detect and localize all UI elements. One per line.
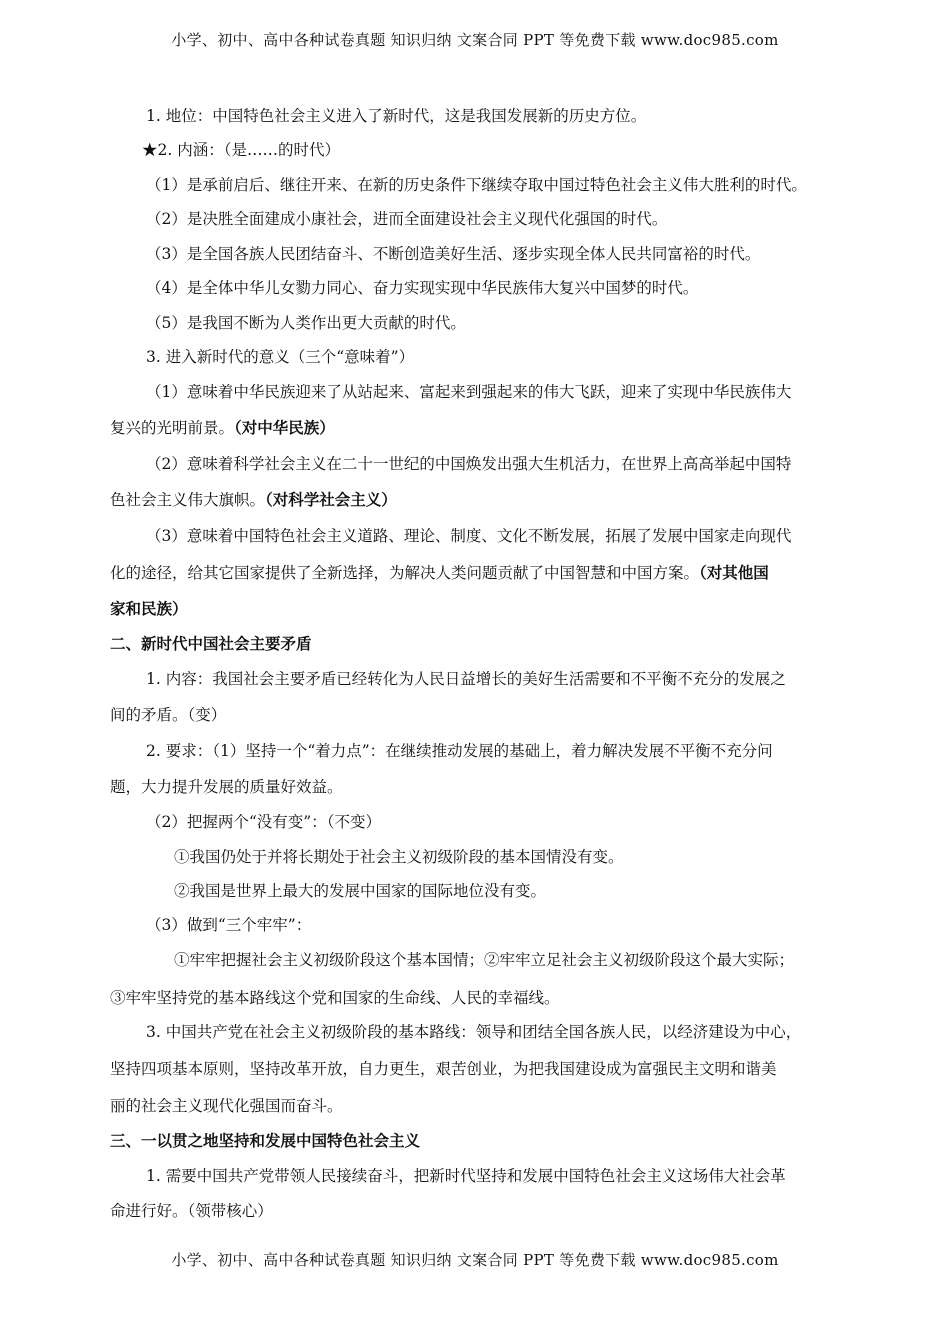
text-line: [110, 418, 855, 438]
text-line: ①我国仍处于并将长期处于社会主义初级阶段的基本国情没有变。: [174, 848, 624, 866]
text-line: （1）是承前启后、继往开来、在新的历史条件下继续夺取中国过特色社会主义伟大胜利的时代。: [146, 176, 807, 194]
page-footer: 小学、初中、高中各种试卷真题 知识归纳 文案合同 PPT 等免费下载 www.doc985.com: [171, 1251, 779, 1269]
text-line: ③牢牢坚持党的基本路线这个党和国家的生命线、人民的幸福线。: [110, 989, 560, 1007]
text-line: （3）做到“三个牢牢”：: [146, 916, 312, 934]
text-line: 1. 内容：我国社会主要矛盾已经转化为人民日益增长的美好生活需要和不平衡不充分的发展之: [146, 670, 786, 688]
text-line: 命进行好。（领带核心）: [110, 1202, 273, 1220]
text-line: [110, 490, 855, 510]
text-span: 色社会主义伟大旗帜。: [110, 491, 266, 509]
text-span: 化的途径，给其它国家提供了全新选择，为解决人类问题贡献了中国智慧和中国方案。: [110, 564, 700, 582]
text-line: （2）是决胜全面建成小康社会，进而全面建设社会主义现代化强国的时代。: [146, 210, 668, 228]
section-heading-2: 二、新时代中国社会主要矛盾: [110, 635, 312, 653]
text-line: 3. 中国共产党在社会主义初级阶段的基本路线：领导和团结全国各族人民，以经济建设为中心，: [146, 1023, 802, 1041]
text-line: （5）是我国不断为人类作出更大贡献的时代。: [146, 314, 466, 332]
text-line: （2）把握两个“没有变”：（不变）: [146, 813, 381, 831]
text-line: 1. 需要中国共产党带领人民接续奋斗，把新时代坚持和发展中国特色社会主义这场伟大社会革: [146, 1167, 786, 1185]
text-line: 坚持四项基本原则，坚持改革开放，自力更生，艰苦创业，为把我国建设成为富强民主文明和谐美: [110, 1060, 777, 1078]
bold-note: 家和民族）: [110, 600, 188, 618]
text-line: （1）意味着中华民族迎来了从站起来、富起来到强起来的伟大飞跃，迎来了实现中华民族伟大: [146, 383, 792, 401]
text-line: （4）是全体中华儿女勠力同心、奋力实现实现中华民族伟大复兴中国梦的时代。: [146, 279, 699, 297]
text-span: 复兴的光明前景。: [110, 419, 235, 437]
text-line: （3）意味着中国特色社会主义道路、理论、制度、文化不断发展，拓展了发展中国家走向现代: [146, 527, 792, 545]
text-line: 题，大力提升发展的质量好效益。: [110, 778, 343, 796]
text-line: 间的矛盾。（变）: [110, 706, 227, 724]
bold-note: （对科学社会主义）: [265, 491, 397, 509]
text-line: 3. 进入新时代的意义（三个“意味着”）: [146, 348, 415, 366]
text-line: ★2. 内涵：（是……的时代）: [142, 141, 340, 159]
text-line: （3）是全国各族人民团结奋斗、不断创造美好生活、逐步实现全体人民共同富裕的时代。: [146, 245, 761, 263]
text-line: 2. 要求：（1）坚持一个“着力点”：在继续推动发展的基础上，着力解决发展不平衡不充分问: [146, 742, 773, 760]
text-line: 1. 地位：中国特色社会主义进入了新时代，这是我国发展新的历史方位。: [146, 107, 647, 125]
text-line: [110, 563, 855, 583]
page-header: 小学、初中、高中各种试卷真题 知识归纳 文案合同 PPT 等免费下载 www.doc985.com: [171, 31, 779, 49]
bold-note: （对中华民族）: [234, 419, 335, 437]
text-line: （2）意味着科学社会主义在二十一世纪的中国焕发出强大生机活力，在世界上高高举起中国特: [146, 455, 792, 473]
text-line: ②我国是世界上最大的发展中国家的国际地位没有变。: [174, 882, 547, 900]
section-heading-3: 三、一以贯之地坚持和发展中国特色社会主义: [110, 1132, 421, 1150]
text-line: 丽的社会主义现代化强国而奋斗。: [110, 1097, 343, 1115]
bold-note: （对其他国: [699, 564, 769, 582]
text-line: ①牢牢把握社会主义初级阶段这个基本国情；②牢牢立足社会主义初级阶段这个最大实际；: [174, 951, 795, 969]
